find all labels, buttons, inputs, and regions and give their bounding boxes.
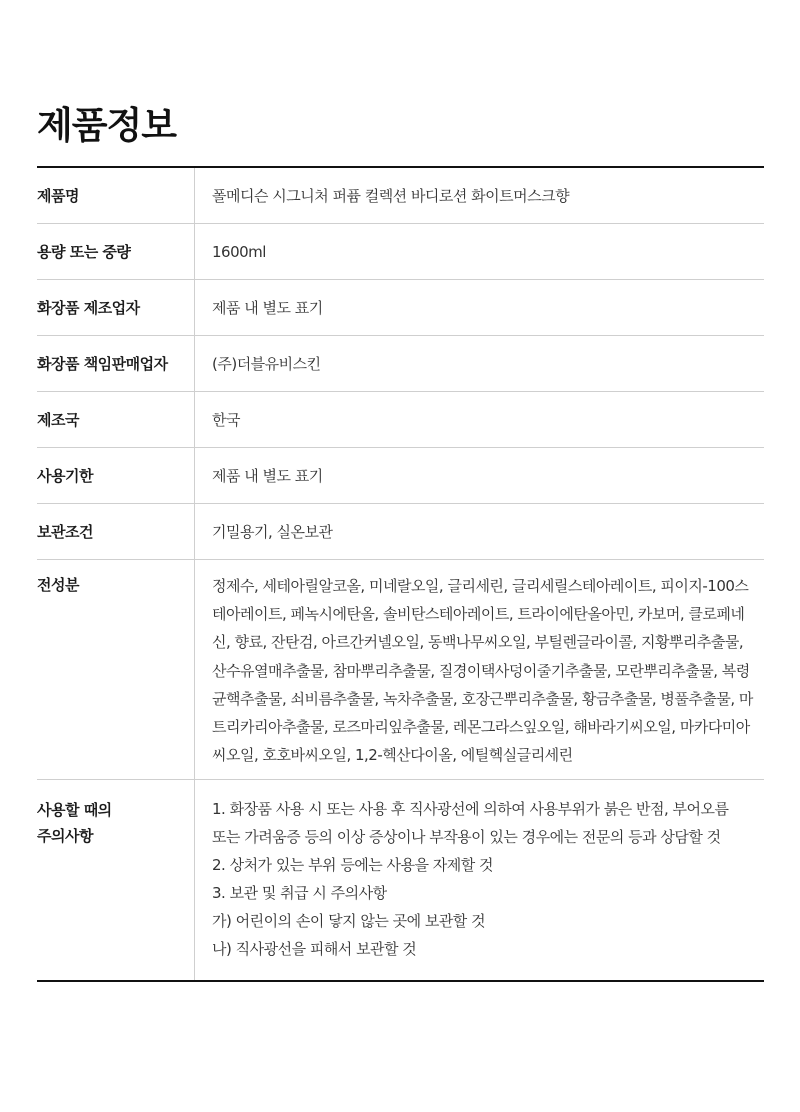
- row-ingredients: [37, 560, 764, 780]
- caution-line: 2. 상처가 있는 부위 등에는 사용을 자제할 것: [212, 856, 494, 874]
- row-volume: [37, 224, 764, 280]
- caution-line: 3. 보관 및 취급 시 주의사항: [212, 884, 387, 902]
- ingredients-text: 정제수, 세테아릴알코올, 미네랄오일, 글리세린, 글리세릴스테아레이트, 피이지-100스테아레이트, 페녹시에탄올, 솔비탄스테아레이트, 트라이에탄올아민, 카보머, 클로페네신, 향료, 잔탄검, 아르간커넬오일, 동백나무씨오일, 부틸렌글라이콜, 지황뿌리추출물, 산수유열매추출물, 참마뿌리추출물, 질경이택사덩이줄기추출물, 모란뿌리추출물, 복령균핵추출물, 쇠비름추출물, 녹차추출물, 호장근뿌리추출물, 황금추출물, 병풀추출물, 마트리카리아추출물, 로즈마리잎추출물, 레몬그라스잎오일, 해바라기씨오일, 마카다미아씨오일, 호호바씨오일, 1,2-헥산다이올, 에틸헥실글리세린: [212, 577, 753, 765]
- row-label: 전성분: [37, 560, 195, 779]
- row-label: 제조국: [37, 392, 195, 447]
- row-label-line: 주의사항: [37, 827, 93, 845]
- row-value: [195, 780, 764, 980]
- row-value: 제품 내 별도 표기: [212, 299, 323, 317]
- caution-line: 가) 어린이의 손이 닿지 않는 곳에 보관할 것: [212, 912, 486, 930]
- row-value: 폴메디슨 시그니처 퍼퓸 컬렉션 바디로션 화이트머스크향: [212, 187, 570, 205]
- row-distributor: [37, 336, 764, 392]
- row-storage: [37, 504, 764, 560]
- caution-line: 나) 직사광선을 피해서 보관할 것: [212, 940, 417, 958]
- row-label: 용량 또는 중량: [37, 224, 195, 279]
- product-info-table: [37, 166, 764, 982]
- row-label: 화장품 제조업자: [37, 280, 195, 335]
- row-value: 제품 내 별도 표기: [212, 467, 323, 485]
- row-label: 제품명: [37, 168, 195, 223]
- row-label: 사용기한: [37, 448, 195, 503]
- row-value: 기밀용기, 실온보관: [212, 523, 333, 541]
- row-value: [195, 560, 764, 779]
- row-country: [37, 392, 764, 448]
- page-title: 제품정보: [37, 104, 176, 147]
- caution-line: 또는 가려움증 등의 이상 증상이나 부작용이 있는 경우에는 전문의 등과 상담할 것: [212, 828, 721, 846]
- row-value: 한국: [212, 411, 240, 429]
- row-expiry: [37, 448, 764, 504]
- caution-line: 1. 화장품 사용 시 또는 사용 후 직사광선에 의하여 사용부위가 붉은 반점, 부어오름: [212, 800, 729, 818]
- row-value: 1600ml: [212, 242, 266, 261]
- row-product-name: [37, 168, 764, 224]
- row-label: 화장품 책임판매업자: [37, 336, 195, 391]
- row-label: 보관조건: [37, 504, 195, 559]
- row-value: (주)더블유비스킨: [212, 355, 321, 373]
- row-label-line: 사용할 때의: [37, 801, 112, 819]
- row-label: [37, 780, 195, 980]
- row-manufacturer: [37, 280, 764, 336]
- row-cautions: [37, 780, 764, 980]
